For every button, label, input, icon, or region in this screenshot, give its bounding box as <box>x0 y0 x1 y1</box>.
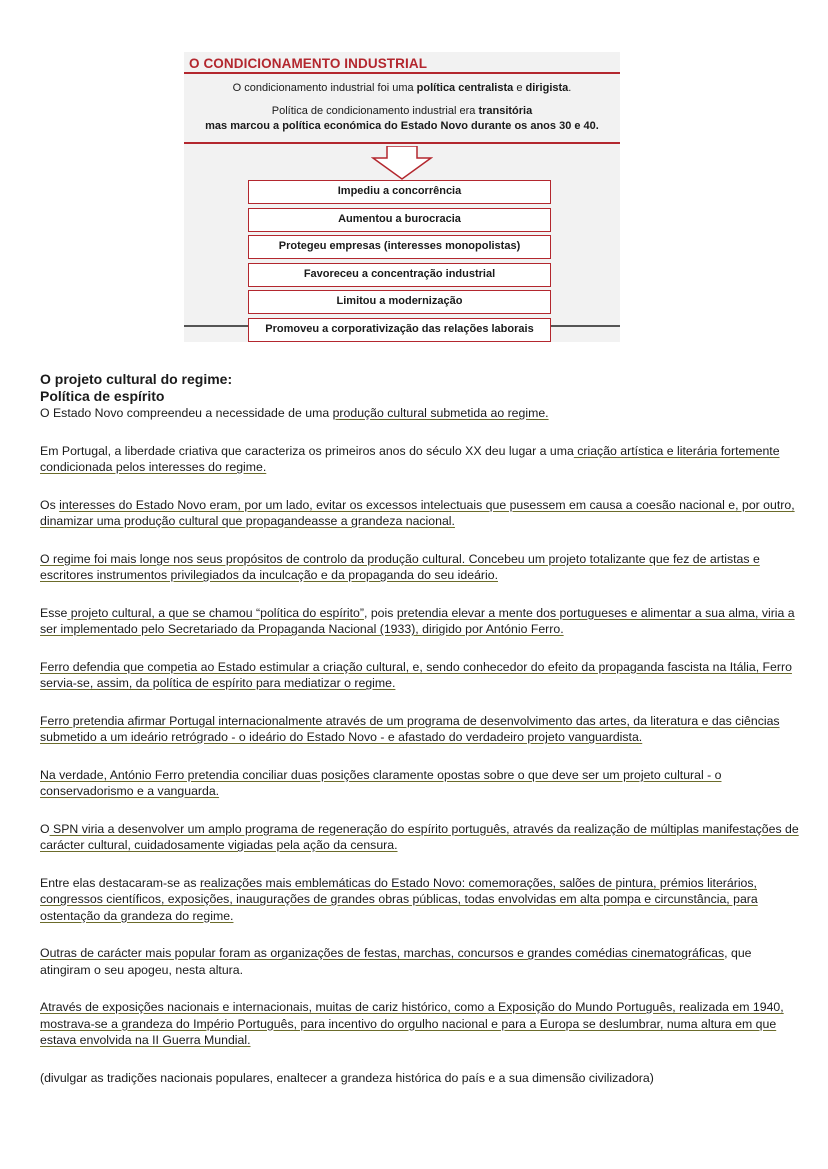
diagram-line-1-part: e <box>513 82 526 94</box>
underlined-text: O regime foi mais longe nos seus propósitos de controlo da produção cultural. Concebeu um projeto totalizante que fez de artistas e escritores instrumentos privilegiados da inculcação e da propaganda do seu ideário. <box>40 551 760 582</box>
text-run: Entre elas destacaram-se as <box>40 875 200 890</box>
document-body <box>40 371 800 1107</box>
paragraph <box>40 999 800 1049</box>
effect-box: Protegeu empresas (interesses monopolistas) <box>248 235 551 259</box>
underlined-text: Ferro defendia que competia ao Estado estimular a criação cultural, e, sendo conhecedor do efeito da propaganda fascista na Itália, Ferro servia-se, assim, da política de espírito para mediatizar o regime. <box>40 659 792 690</box>
underlined-text: criação artística e literária fortemente condicionada pelos interesses do regime. <box>40 443 780 474</box>
text-run: O <box>40 821 50 836</box>
text-run: Os <box>40 497 60 512</box>
text-run: , pois <box>364 605 397 620</box>
underlined-text: interesses do Estado Novo eram, por um lado, evitar os excessos intelectuais que pusessem em causa a coesão nacional e, por outro, dinamizar uma produção cultural que propagandeasse a grandeza nacional. <box>40 497 795 528</box>
underlined-text: pretendia elevar a mente dos portugueses e alimentar a sua alma, viria a ser implementado pelo Secretariado da Propaganda Nacional (1933), dirigido por António Ferro. <box>40 605 795 636</box>
text-run: (divulgar as tradições nacionais populares, enaltecer a grandeza histórica do país e a sua dimensão civilizadora) <box>40 1070 654 1085</box>
underlined-text: Outras de carácter mais popular foram as organizações de festas, marchas, concursos e grandes comédias cinematográficas <box>40 946 725 960</box>
diagram-line-1-part: . <box>568 82 572 94</box>
underlined-text: produção cultural submetida ao regime. <box>332 406 549 420</box>
diagram-line-1-part: O condicionamento industrial foi uma <box>232 82 417 94</box>
text-run: O Estado Novo compreendeu a necessidade de uma <box>40 406 333 420</box>
effect-box: Promoveu a corporativização das relações laborais <box>248 318 551 342</box>
diagram-line-1-bold: política centralista <box>416 82 514 94</box>
diagram-line-1 <box>184 81 620 95</box>
underlined-text: Ferro pretendia afirmar Portugal internacionalmente através de um programa de desenvolvimento das artes, da literatura e das ciências submetido a um ideário retrógrado - o ideário do Estado Novo - e afastado do verdadeiro projeto vanguardista. <box>40 713 780 744</box>
diagram-line-2-part: Política de condicionamento industrial era <box>271 105 479 117</box>
underlined-text: realizações mais emblemáticas do Estado Novo: comemorações, salões de pintura, prémios literários, congressos científicos, exposições, inaugurações de grandes obras públicas, todas envolvidas em alta pompa e circunstância, para ostentação da grandeza do regime. <box>40 875 758 923</box>
diagram-effects-list <box>248 180 551 345</box>
paragraph <box>40 767 800 800</box>
down-arrow-icon <box>371 146 433 180</box>
effect-box: Impediu a concorrência <box>248 180 551 204</box>
effect-box: Aumentou a burocracia <box>248 208 551 232</box>
text-run: , que atingiram o seu apogeu, nesta altura. <box>40 946 752 977</box>
underlined-text: SPN viria a desenvolver um amplo programa de regeneração do espírito português, através da realização de múltiplas manifestações de carácter cultural, cuidadosamente vigiadas pela ação da censura. <box>40 821 799 852</box>
paragraph <box>40 405 800 422</box>
diagram-title: O CONDICIONAMENTO INDUSTRIAL <box>189 56 428 71</box>
underlined-text: projeto cultural, a que se chamou “política do espírito” <box>67 605 364 620</box>
paragraph <box>40 821 800 854</box>
diagram-line-2-bold: transitória <box>478 105 533 117</box>
diagram-mid-rule <box>184 142 620 144</box>
paragraph <box>40 713 800 746</box>
paragraph <box>40 945 800 978</box>
paragraph <box>40 659 800 692</box>
effect-box: Limitou a modernização <box>248 290 551 314</box>
diagram-line-1-bold: dirigista <box>525 82 569 94</box>
diagram-title-rule <box>184 72 620 74</box>
paragraph <box>40 875 800 925</box>
section-heading: O projeto cultural do regime: <box>40 371 233 387</box>
industrial-conditioning-diagram <box>184 52 620 342</box>
effect-box: Favoreceu a concentração industrial <box>248 263 551 287</box>
text-run: Esse <box>40 605 68 620</box>
diagram-line-3: mas marcou a política económica do Estado Novo durante os anos 30 e 40. <box>205 120 599 132</box>
underlined-text: Na verdade, António Ferro pretendia conciliar duas posições claramente opostas sobre o que deve ser um projeto cultural - o conservadorismo e a vanguarda. <box>40 767 722 798</box>
paragraph <box>40 1070 800 1087</box>
underlined-text: Através de exposições nacionais e internacionais, muitas de cariz histórico, como a Exposição do Mundo Português, realizada em 1940, mostrava-se a grandeza do Império Português, para incentivo do orgulho nacional e para a Europa se deslumbrar, numa altura em que estava envolvida na II Guerra Mundial. <box>40 1000 784 1047</box>
section-subheading: Política de espírito <box>40 388 165 404</box>
diagram-line-2 <box>184 104 620 118</box>
text-run: Em Portugal, a liberdade criativa que caracteriza os primeiros anos do século XX deu lugar a uma <box>40 443 574 458</box>
paragraph <box>40 605 800 638</box>
paragraph <box>40 551 800 584</box>
paragraph <box>40 443 800 476</box>
paragraph <box>40 497 800 530</box>
